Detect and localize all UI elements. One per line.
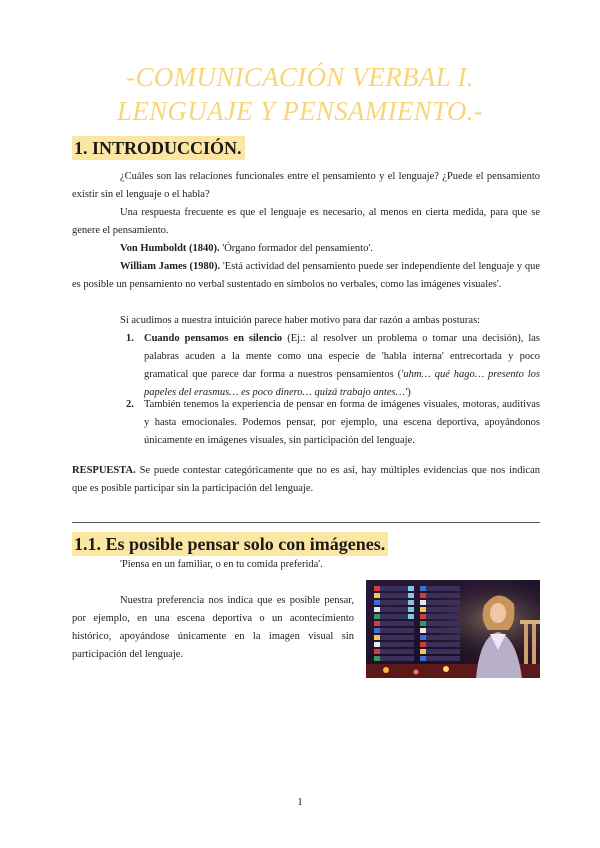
answer-label: RESPUESTA. bbox=[72, 465, 136, 476]
answer-paragraph bbox=[72, 462, 540, 498]
list-item-1-bold: Cuando pensamos en silencio bbox=[144, 333, 283, 344]
intro-paragraph-3: Si acudimos a nuestra intuición parece haber motivo para dar razón a ambas posturas: bbox=[120, 315, 481, 326]
list-number-2: 2. bbox=[126, 399, 134, 410]
section-divider bbox=[72, 522, 540, 523]
title-line-2: LENGUAJE Y PENSAMIENTO.- bbox=[117, 96, 483, 126]
section-1-1-paragraph: Nuestra preferencia nos indica que es posible pensar, por ejemplo, en una escena deportiva o un acontecimiento histórico, apoyándose únicamente en la imagen visual sin participación del lenguaje. bbox=[72, 595, 354, 660]
humboldt-name: Von Humboldt (1840). bbox=[120, 243, 220, 254]
intro-paragraph-2: Una respuesta frecuente es que el lenguaje es necesario, al menos en cierta medida, para que se genere el pensamiento. bbox=[72, 207, 540, 236]
humboldt-line bbox=[120, 240, 540, 258]
intro-paragraph-1: ¿Cuáles son las relaciones funcionales entre el pensamiento y el lenguaje? ¿Puede el pensamiento existir sin el lenguaje o el habla? bbox=[72, 171, 540, 200]
james-quote: 'Está actividad del pensamiento puede ser independiente del lenguaje y que es posible un pensamiento no verbal sustentado en símbolos no verbales, como las imágenes visuales'. bbox=[72, 261, 540, 290]
title-line-1: -COMUNICACIÓN VERBAL I. bbox=[126, 62, 474, 92]
james-paragraph bbox=[72, 258, 540, 294]
eurovision-scoreboard-photo bbox=[366, 580, 540, 678]
section-1-1-heading: 1.1. Es posible pensar solo con imágenes. bbox=[72, 532, 388, 556]
humboldt-quote: 'Órgano formador del pensamiento'. bbox=[219, 243, 373, 254]
list-item-2: También tenemos la experiencia de pensar en forma de imágenes visuales, motoras, auditivas y hasta emocionales. Podemos pensar, por ejemplo, una escena deportiva, apoyándonos únicamente en imágenes visuales, sin participación del lenguaje. bbox=[144, 399, 540, 446]
answer-text: Se puede contestar categóricamente que no es así, hay múltiples evidencias que nos indican que es posible participar sin la participación del lenguaje. bbox=[72, 465, 540, 494]
list-item-1-text: (Ej.: al resolver un problema o tomar una decisión), las palabras acuden a la mente como una especie de 'habla interna' entrecortada y poco gramatical que parece dar forma a nuestros pensamientos ( bbox=[144, 333, 540, 380]
photo-illustration bbox=[366, 580, 540, 678]
james-name: William James (1980). bbox=[120, 261, 221, 272]
list-item-1 bbox=[144, 330, 540, 402]
list-item-1-italic: 'uhm… qué hago… presento los papeles del erasmus… es poco dinero… quizá trabajo antes…' bbox=[144, 369, 540, 398]
list-number-1: 1. bbox=[126, 333, 134, 344]
page-number: 1 bbox=[297, 796, 303, 808]
section-1-1-quote: 'Piensa en un familiar, o en tu comida preferida'. bbox=[120, 559, 323, 570]
list-item-1-end: ) bbox=[407, 387, 411, 398]
section-1-heading: 1. INTRODUCCIÓN. bbox=[72, 136, 245, 160]
